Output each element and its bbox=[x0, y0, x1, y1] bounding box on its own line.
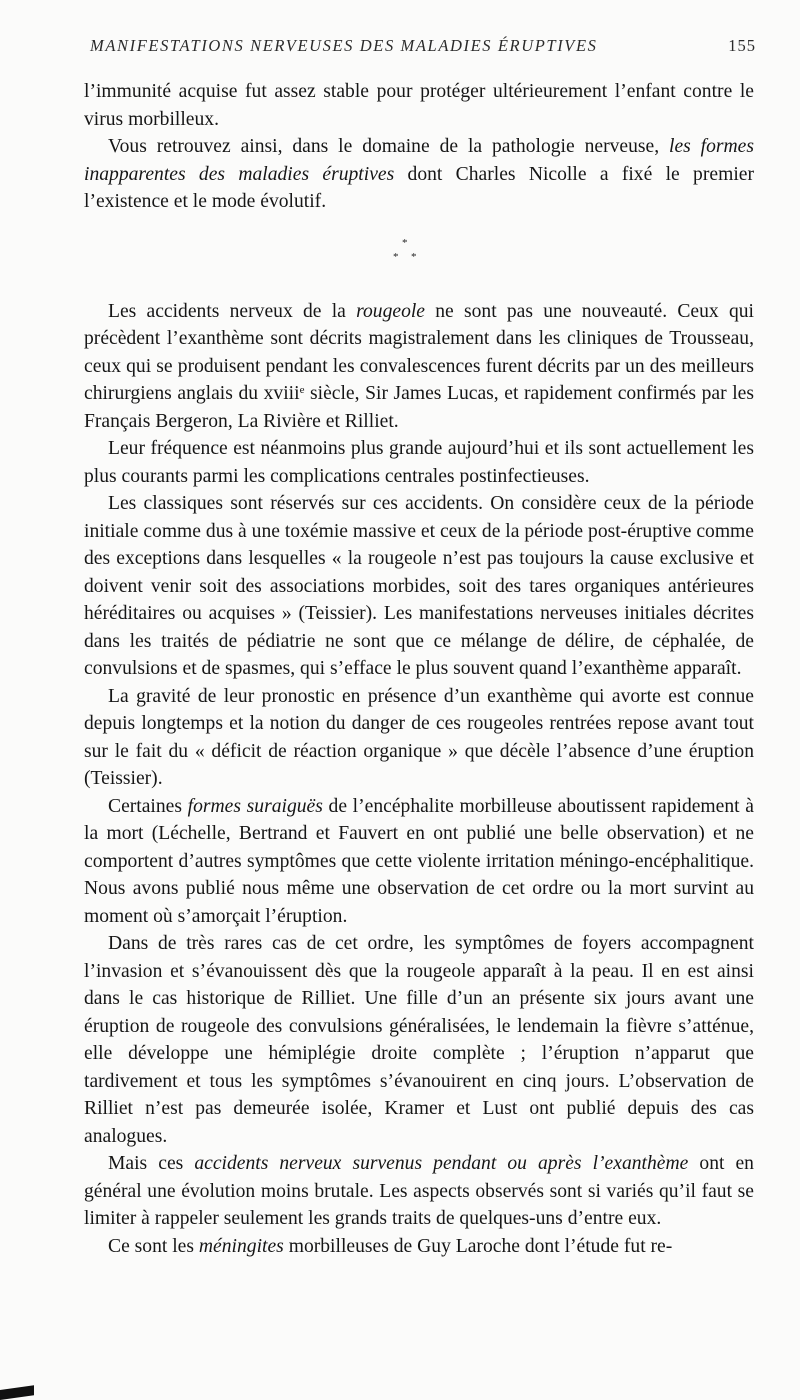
section-asterism bbox=[84, 216, 754, 298]
running-title: MANIFESTATIONS NERVEUSES DES MALADIES ÉRUPTIVES bbox=[90, 36, 598, 55]
paragraph: Dans de très rares cas de cet ordre, les symptômes de foyers accompagnent l’invasion et s’évanouissent dès que la rougeole apparaît à la peau. Il en est ainsi dans le cas historique de Rilliet. Une fille d’un an présente six jours avant une éruption de rougeole des convulsions généralisées, le lendemain la fièvre s’atténue, elle développe une hémiplégie droite complète ; l’éruption n’apparut que tardivement et tous les symptômes s’évanouirent en cinq jours. L’observation de Rilliet n’est pas demeurée isolée, Kramer et Lust ont publié depuis des cas analogues. bbox=[84, 933, 754, 1147]
paragraph: La gravité de leur pronostic en présence d’un exanthème qui avorte est connue depuis longtemps et la notion du danger de ces rougeoles rentrées repose avant tout sur le fait du « déficit de réaction organique » que décèle l’absence d’une éruption (Teissier). bbox=[84, 685, 754, 789]
paragraph: Certaines formes suraiguës de l’encéphalite morbilleuse aboutissent rapidement à la mort (Léchelle, Bertrand et Fauvert en ont publié une belle observation) et ne comportent d’autres symptômes que cette violente irritation méningo-encéphalitique. Nous avons publié nous même une observation de cet ordre ou la mort survint au moment où s’amorçait l’éruption. bbox=[84, 795, 754, 927]
asterism-star: * bbox=[402, 236, 408, 249]
page-number: 155 bbox=[728, 36, 756, 55]
paragraph: Leur fréquence est néanmoins plus grande aujourd’hui et ils sont actuellement les plus courants parmi les complications centrales postinfectieuses. bbox=[84, 438, 754, 487]
page-header bbox=[90, 36, 756, 66]
italic-phrase: accidents nerveux survenus pendant ou après l’exanthème bbox=[194, 1153, 689, 1174]
paragraph: Mais ces accidents nerveux survenus pendant ou après l’exanthème ont en général une évolution moins brutale. Les aspects observés sont si variés qu’il faut se limiter à rappeler seulement les grands traits de quelques-uns d’entre eux. bbox=[84, 1153, 754, 1229]
asterism-star: * bbox=[411, 250, 417, 263]
asterism-star: * bbox=[393, 250, 399, 263]
paragraph: Les classiques sont réservés sur ces accidents. On considère ceux de la période initiale comme dus à une toxémie massive et ceux de la période post-éruptive comme des exceptions dans lesquelles « la rougeole n’est pas toujours la cause exclusive et doivent venir soit des associations morbides, soit des tares organiques antérieures héréditaires ou acquises » (Teissier). Les manifestations nerveuses initiales décrites dans les traités de pédiatrie ne sont que ce mélange de délire, de céphalée, de convulsions et de spasmes, qui s’efface le plus souvent quand l’exanthème apparaît. bbox=[84, 493, 754, 679]
paragraph: Ce sont les méningites morbilleuses de Guy Laroche dont l’étude fut re- bbox=[108, 1235, 673, 1257]
body-text bbox=[84, 78, 754, 1260]
italic-phrase: les formes inapparentes des maladies éruptives bbox=[84, 136, 754, 185]
paragraph: Les accidents nerveux de la rougeole ne sont pas une nouveauté. Ceux qui précèdent l’exanthème sont décrits magistralement dans les cliniques de Trousseau, ceux qui se produisent pendant les convalescences furent décrits par un des meilleurs chirurgiens anglais du xviii$^e$ siècle, Sir James Lucas, et rapidement confirmés par les Français Bergeron, La Rivière et Rilliet. bbox=[84, 300, 754, 432]
italic-phrase: formes suraiguës bbox=[187, 795, 323, 817]
paragraph: l’immunité acquise fut assez stable pour protéger ultérieurement l’enfant contre le virus morbilleux. bbox=[84, 81, 754, 130]
italic-phrase: méningites bbox=[198, 1235, 284, 1257]
italic-phrase: rougeole bbox=[356, 300, 426, 322]
paragraph: Vous retrouvez ainsi, dans le domaine de la pathologie nerveuse, les formes inapparentes des maladies éruptives dont Charles Nicolle a fixé le premier l’existence et le mode évolutif. bbox=[84, 136, 754, 212]
scan-edge-mark bbox=[0, 1385, 34, 1400]
